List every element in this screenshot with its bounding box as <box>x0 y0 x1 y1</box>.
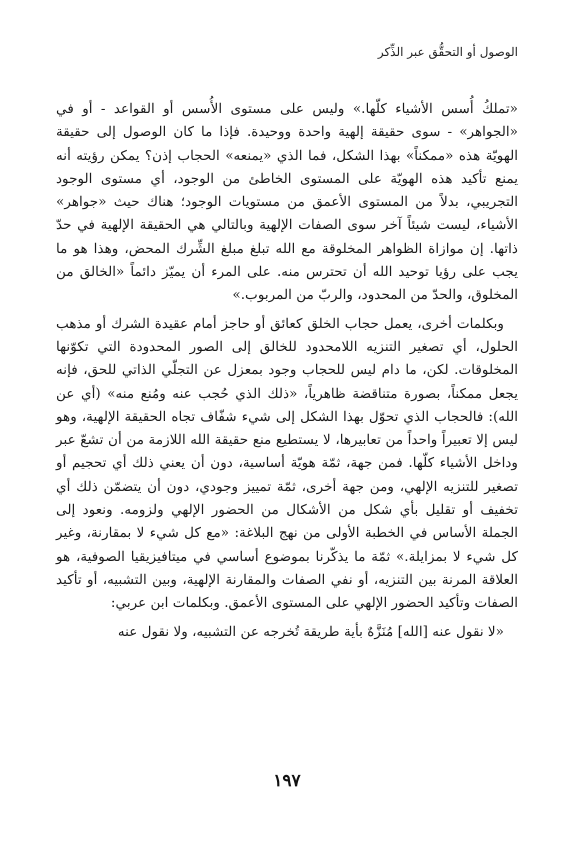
running-header: الوصول أو التحقُّق عبر الذِّكر <box>377 45 518 59</box>
body-text <box>56 98 518 644</box>
paragraph-1: «تملكُ أُسس الأشياء كلّها.» وليس على مستوى الأُسس أو القواعد - أو في «الجواهر» - سوى حقيقة إلهية واحدة ووحيدة. فإذا ما كان الوصول إلى حقيقة الهويّة هذه «ممكناً» بهذا الشكل، فما الذي «يمنعه» الحجاب إذن؟ يمكن رؤيته أنه يمنع تأكيد هذه الهويّة على المستوى الخاطئ من الوجود، أي مستوى الوجود التجريبي، بدلاً من المستوى الأعمق من مستويات الوجود؛ هناك حيث «جواهر» الأشياء، ليست شيئاً آخر سوى الصفات الإلهية وبالتالي هي الحقيقة الإلهية في حدّ ذاتها. إن موازاة الظواهر المخلوقة مع الله تبلغ مبلغ الشِّرك المحض، وهذا هو ما يجب على رؤيا توحيد الله أن تحترس منه. على المرء أن يميّز دائماً «الخالق من المخلوق، والحدّ من المحدود، والربّ من المربوب.» <box>56 101 518 304</box>
page-number: ١٩٧ <box>273 771 301 791</box>
quotation-paragraph: «لا نقول عنه [الله] مُنَزَّهٌ بأية طريقة تُخرجه عن التشبيه، ولا نقول عنه <box>117 623 504 640</box>
paragraph-2: وبكلمات أخرى، يعمل حجاب الخلق كعائق أو حاجز أمام عقيدة الشرك أو مذهب الحلول، أي تصغير التنزيه اللامحدود للخالق إلى الصور المحدودة التي تكوّنها المخلوقات. لكن، ما دام ليس للحجاب وجود بمعزل عن التجلّي الذاتي للحق، فإنه يجعل ممكناً، بصورة متناقضة ظاهرياً، «ذلك الذي حُجب عنه ومُنع منه» (أي عن الله): فالحجاب الذي تحوّل بهذا الشكل إلى شيء شفّاف تجاه الحقيقة الإلهية، وهو ليس إلا تعبيراً واحداً من تعابيرها، لا يستطيع منع حقيقة الله اللازمة من أن تشعّ عبر وداخل الأشياء كلّها. فمن جهة، ثمّة هويّة أساسية، دون أن يعني ذلك أي تحجيم أو تصغير للتنزيه الإلهي، ومن جهة أخرى، ثمّة تمييز وجودي، دون أن يتضمّن ذلك أي تخفيف أو تقليل بأي شكل من الأشكال من الحضور الإلهي ولزومه. ونعود إلى الجملة الأساس في الخطبة الأولى من نهج البلاغة: «مع كل شيء لا بمقارنة، وغير كل شيء لا بمزايلة.» ثمّة ما يذكّرنا بموضوع أساسي في ميتافيزيقيا الصوفية، هو العلاقة المرنة بين التنزيه، أو نفي الصفات والمقارنة الإلهية، وبين التشبيه، أو تأكيد الصفات وتأكيد الحضور الإلهي على المستوى الأعمق. وبكلمات ابن عربي: <box>56 315 518 612</box>
